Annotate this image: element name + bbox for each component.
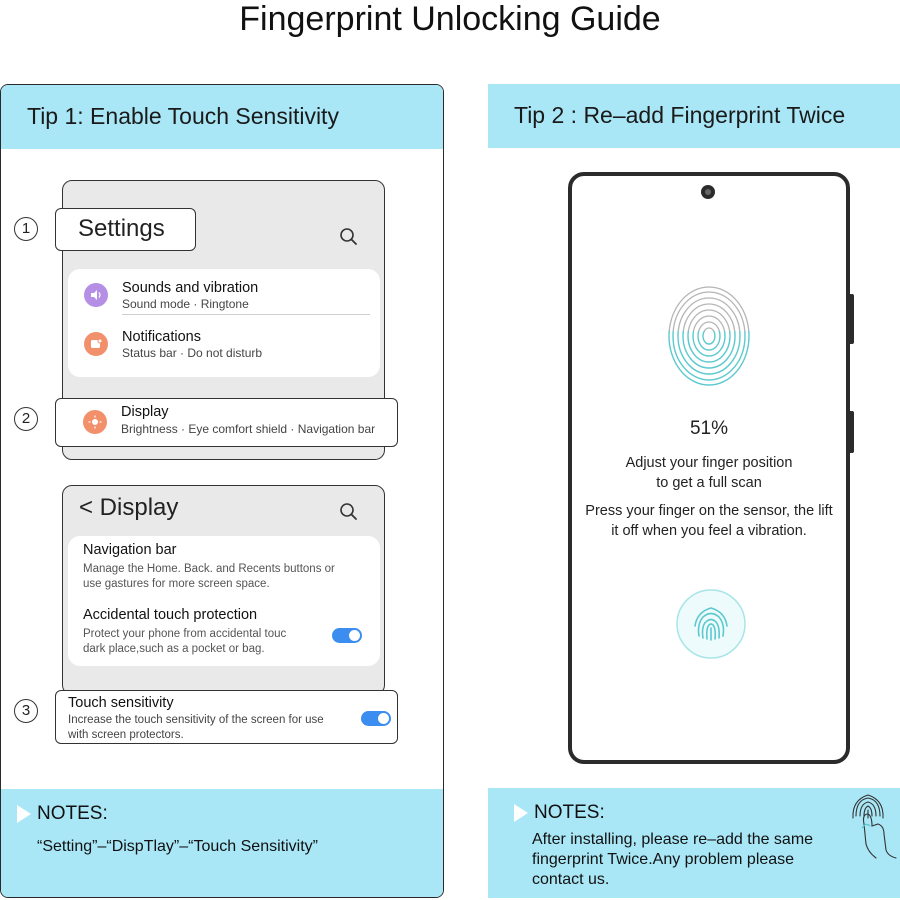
settings-item-subtitle: Sound mode · Ringtone	[122, 297, 249, 311]
settings-title: Settings	[78, 215, 165, 242]
display-screen	[62, 485, 385, 695]
accidental-touch-title: Accidental touch protection	[83, 607, 258, 623]
page-title: Fingerprint Unlocking Guide	[239, 0, 661, 38]
tip2-heading: Tip 2 : Re–add Fingerprint Twice	[514, 102, 846, 128]
fingerprint-sensor-icon[interactable]	[675, 588, 747, 660]
touch-sensitivity-title: Touch sensitivity	[68, 695, 174, 711]
tip1-notes	[1, 789, 443, 897]
notes-label: NOTES:	[37, 803, 108, 824]
notes-text: After installing, please re–add the same fingerprint Twice.Any problem please contact us.	[532, 831, 814, 888]
search-icon[interactable]	[339, 227, 359, 247]
tip2-panel	[488, 84, 900, 898]
notes-label: NOTES:	[534, 802, 605, 823]
scan-instruction-line-1: Adjust your finger position	[625, 455, 793, 471]
display-item-subtitle: Brightness · Eye comfort shield · Navigation bar	[121, 422, 376, 436]
tip1-header	[1, 85, 443, 149]
tip2-header	[488, 84, 900, 148]
arrow-right-icon	[17, 805, 31, 823]
settings-title-callout	[55, 208, 196, 251]
display-list-card	[68, 536, 380, 666]
scan-instruction-line-2: to get a full scan	[656, 475, 762, 491]
step-1-badge: 1	[14, 217, 38, 241]
touch-sensitivity-item[interactable]	[55, 690, 398, 744]
navigation-bar-title: Navigation bar	[83, 542, 177, 558]
step-3-badge: 3	[14, 699, 38, 723]
power-button	[850, 411, 854, 453]
arrow-right-icon	[514, 804, 528, 822]
navigation-bar-description: Manage the Home. Back. and Recents buttons or use gastures for more screen space.	[83, 563, 335, 590]
fingerprint-scan-icon	[667, 281, 751, 387]
tip2-notes	[488, 788, 900, 898]
settings-item-title: Sounds and vibration	[122, 280, 259, 296]
touch-sensitivity-description: Increase the touch sensitivity of the screen for use with screen protectors.	[68, 714, 324, 741]
settings-item-subtitle: Status bar · Do not disturb	[122, 346, 263, 360]
settings-item-title: Notifications	[122, 329, 201, 345]
divider	[122, 314, 370, 315]
tip1-heading: Tip 1: Enable Touch Sensitivity	[27, 103, 339, 129]
touch-sensitivity-toggle[interactable]	[361, 711, 391, 726]
display-screen-title[interactable]: < Display	[79, 494, 179, 521]
scan-instruction-line-3: Press your finger on the sensor, the lift	[585, 503, 833, 519]
notes-text: “Setting”–“DispTlay”–“Touch Sensitivity”	[37, 838, 318, 855]
camera-icon	[701, 185, 715, 199]
sun-icon	[83, 410, 107, 434]
phone-mockup	[568, 172, 850, 764]
step-2-badge: 2	[14, 407, 38, 431]
accidental-touch-description: Protect your phone from accidental touc dark place,such as a pocket or bag.	[83, 628, 287, 655]
settings-item-sounds[interactable]	[122, 280, 258, 311]
volume-button	[850, 294, 854, 344]
scan-progress: 51%	[689, 418, 729, 439]
notification-icon	[84, 332, 108, 356]
display-item-title: Display	[121, 404, 169, 420]
search-icon[interactable]	[339, 502, 359, 522]
settings-list-card	[68, 269, 380, 377]
accidental-touch-item[interactable]	[83, 607, 333, 657]
tip1-panel	[0, 84, 444, 898]
settings-item-display[interactable]	[55, 398, 398, 447]
settings-item-notifications[interactable]	[122, 329, 262, 360]
scan-instruction-line-4: it off when you feel a vibration.	[611, 523, 807, 539]
accidental-touch-toggle[interactable]	[332, 628, 362, 643]
speaker-icon	[84, 283, 108, 307]
navigation-bar-item[interactable]	[83, 542, 348, 592]
finger-touch-icon	[850, 794, 898, 860]
